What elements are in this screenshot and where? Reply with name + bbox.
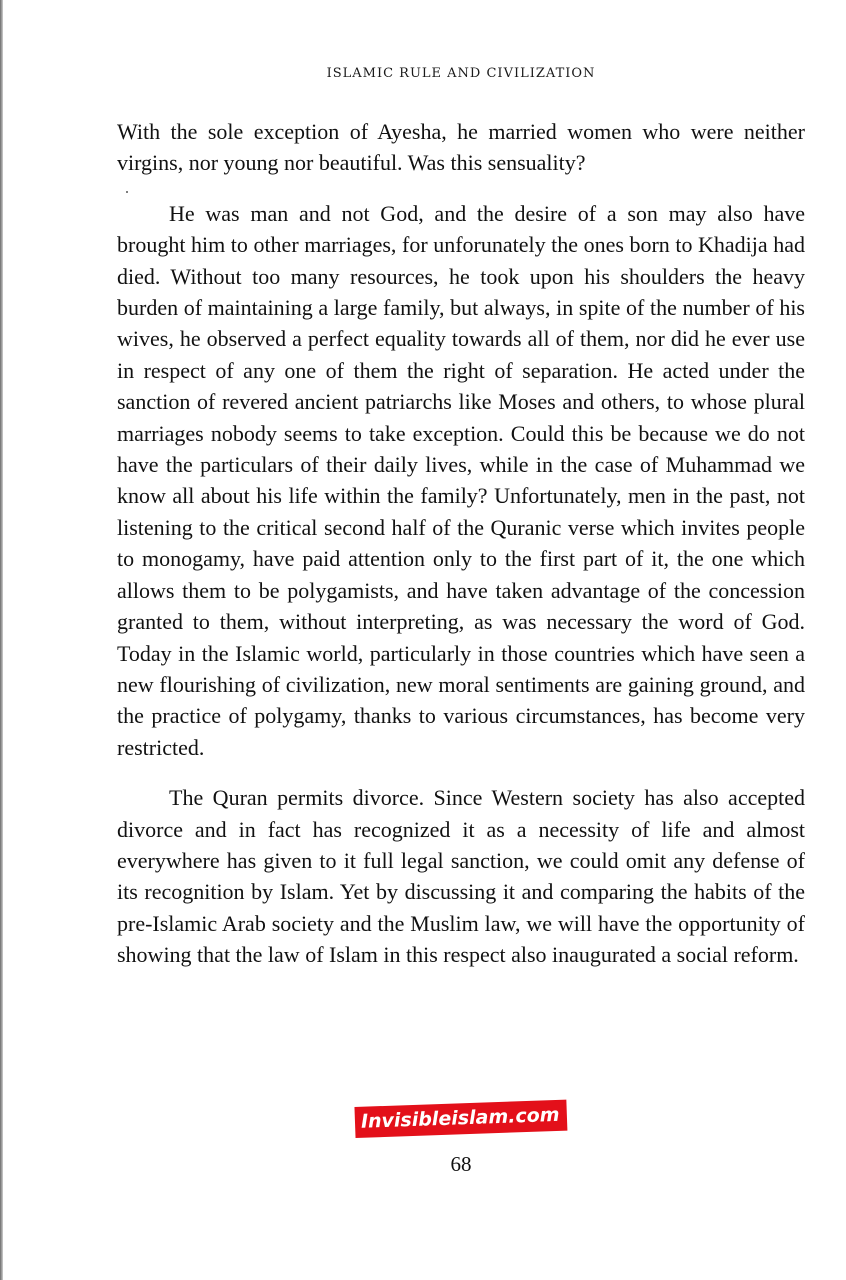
paragraph-1: With the sole exception of Ayesha, he married women who were neither virgins, nor young nor beautiful. Was this sensuality? (117, 119, 805, 176)
running-header: ISLAMIC RULE AND CIVILIZATION (326, 66, 596, 81)
page-number: 68 (450, 1152, 472, 1176)
watermark-badge: Invisibleislam.com (354, 1100, 567, 1138)
body-text (117, 116, 805, 971)
page-binding-edge (0, 0, 3, 1280)
paragraph-3: The Quran permits divorce. Since Western society has also accepted divorce and in fact has recognized it as a necessity of life and almost everywhere has given to it full legal sanction, we could omit any defense of its recognition by Islam. Yet by discussing it and comparing the habits of the pre-Islamic Arab society and the Muslim law, we will have the opportunity of showing that the law of Islam in this respect also inaugurated a social reform. (117, 785, 805, 968)
paragraph-2: He was man and not God, and the desire of a son may also have brought him to other marriages, for unforunately the ones born to Khadija had died. Without too many resources, he took upon his shoulders the heavy burden of maintaining a large family, but always, in spite of the number of his wives, he observed a perfect equality towards all of them, nor did he ever use in respect of any one of them the right of separation. He acted under the sanction of revered ancient patriarchs like Moses and others, to whose plural marriages nobody seems to take exception. Could this be because we do not have the particulars of their daily lives, while in the case of Muhammad we know all about his life within the family? Unfortunately, men in the past, not listening to the critical second half of the Quranic verse which invites people to monogamy, have paid attention only to the first part of it, the one which allows them to be polygamists, and have taken advantage of the concession granted to them, without interpreting, as was necessary the word of God. Today in the Islamic world, particularly in those countries which have seen a new flourishing of civilization, new moral sentiments are gaining ground, and the practice of polygamy, thanks to various circumstances, has become very restricted. (117, 200, 805, 760)
